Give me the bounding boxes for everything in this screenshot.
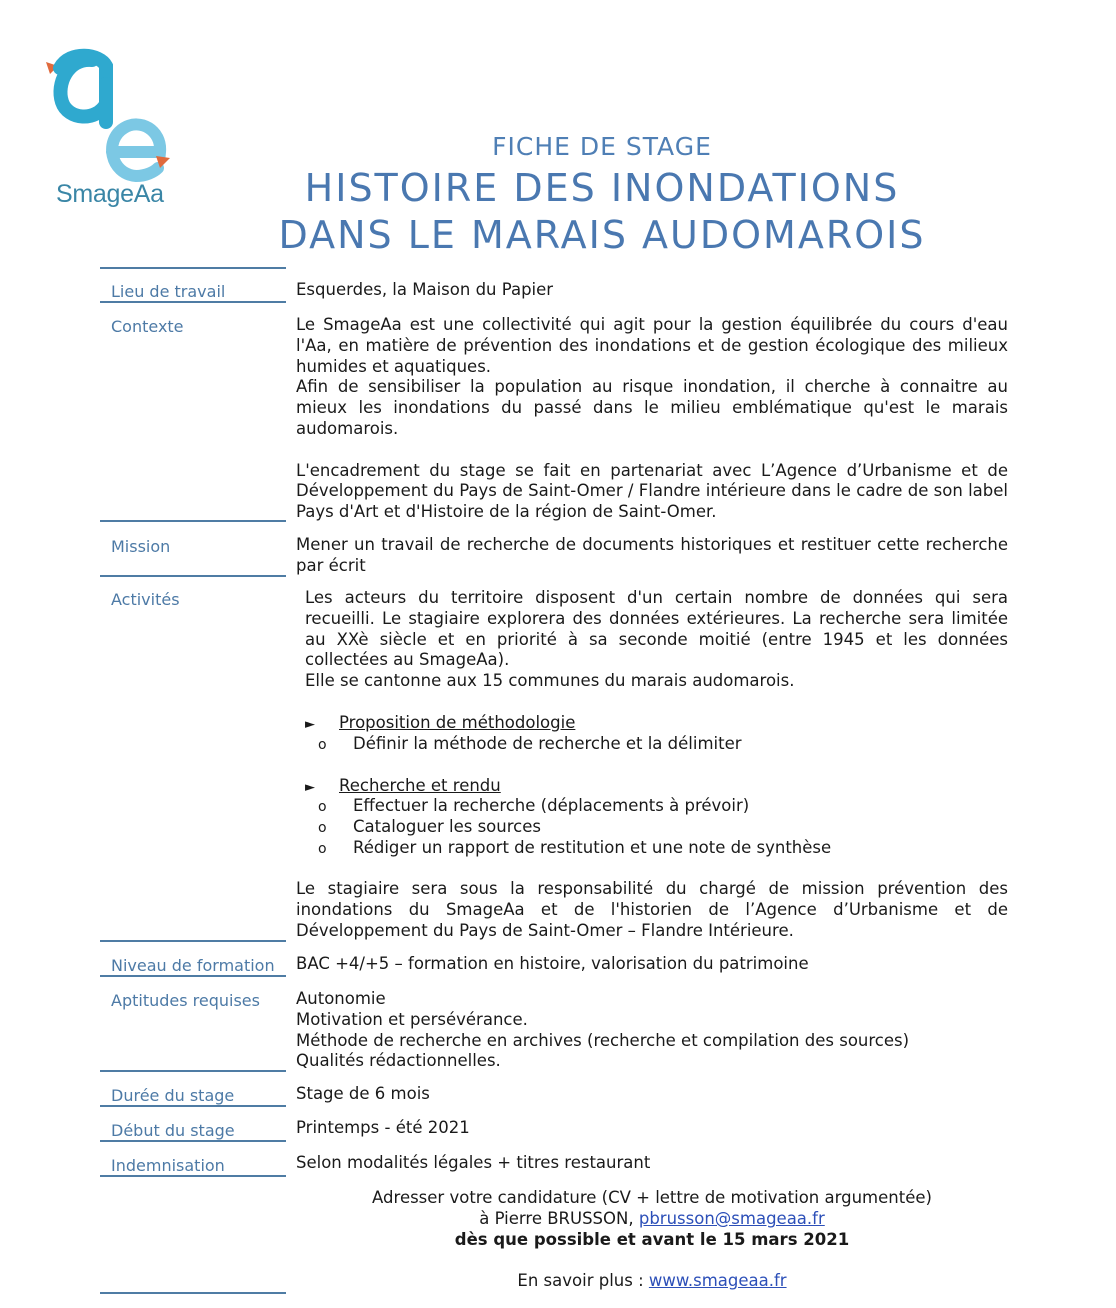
contexte-paragraph-3: L'encadrement du stage se fait en partenariat avec L’Agence d’Urbanisme et de Développement du Pays de Saint-Omer / Flandre intérieure dans le cadre de son label Pays d'Art et d'Histoire de la région de Saint-Omer. [296, 460, 1008, 522]
activites-paragraph-1: Les acteurs du territoire disposent d'un certain nombre de données qui sera recueilli. Le stagiaire explorera des données extérieures. La recherche sera limitée au XXè siècle et en priorité à sa seconde moitié (entre 1945 et les données collectées au SmageAa). [305, 588, 1008, 670]
contact-line: à Pierre BRUSSON, pbrusson@smageaa.fr [479, 1209, 825, 1228]
deadline: dès que possible et avant le 15 mars 2021 [454, 1230, 850, 1249]
value-lieu: Esquerdes, la Maison du Papier [296, 280, 554, 299]
circle-bullet-icon: o [318, 737, 327, 753]
aptitude-line: Méthode de recherche en archives (recherche et compilation des sources) [296, 1030, 910, 1050]
aptitude-line: Qualités rédactionnelles. [296, 1051, 501, 1071]
divider [100, 1070, 286, 1072]
list-item: o Cataloguer les sources [318, 817, 541, 836]
more-info-line: En savoir plus : www.smageaa.fr [517, 1271, 787, 1290]
list-item: o Définir la méthode de recherche et la délimiter [318, 734, 742, 753]
value-activites [305, 588, 1008, 692]
section-recherche: ► Recherche et rendu [305, 776, 501, 795]
email-link[interactable]: pbrusson@smageaa.fr [638, 1209, 825, 1228]
value-mission: Mener un travail de recherche de documents historiques et restituer cette recherche par écrit [296, 535, 1008, 575]
circle-bullet-icon: o [318, 799, 327, 815]
circle-bullet-icon: o [318, 841, 327, 857]
value-contexte [296, 315, 1008, 523]
list-item: o Rédiger un rapport de restitution et une note de synthèse [318, 838, 832, 857]
label-contexte: Contexte [111, 317, 184, 336]
divider [100, 940, 286, 942]
aptitude-line: Autonomie [296, 989, 386, 1008]
section-methodologie: ► Proposition de méthodologie [305, 713, 576, 732]
triangle-bullet-icon: ► [305, 780, 315, 795]
logo-wordmark: SmageAa [56, 180, 164, 208]
website-link[interactable]: www.smageaa.fr [648, 1271, 787, 1290]
aptitude-line: Motivation et persévérance. [296, 1009, 528, 1029]
label-activites: Activités [111, 590, 180, 609]
divider [100, 975, 286, 977]
label-lieu: Lieu de travail [111, 282, 226, 301]
contexte-paragraph-1: Le SmageAa est une collectivité qui agit pour la gestion équilibrée du cours d'eau l'Aa, en matière de prévention des inondations et de gestion écologique des milieux humides et aquatiques. [296, 315, 1008, 376]
triangle-bullet-icon: ► [305, 717, 315, 732]
label-indemnisation: Indemnisation [111, 1156, 225, 1175]
label-mission: Mission [111, 537, 171, 556]
title-line-1: HISTOIRE DES INONDATIONS [304, 166, 900, 210]
circle-bullet-icon: o [318, 820, 327, 836]
value-niveau: BAC +4/+5 – formation en histoire, valorisation du patrimoine [296, 954, 809, 973]
label-debut: Début du stage [111, 1121, 235, 1140]
document-kicker: FICHE DE STAGE [492, 132, 712, 161]
value-debut: Printemps - été 2021 [296, 1118, 470, 1137]
label-duree: Durée du stage [111, 1086, 235, 1105]
application-instructions: Adresser votre candidature (CV + lettre de motivation argumentée) [372, 1188, 932, 1207]
divider [100, 575, 286, 577]
title-line-2: DANS LE MARAIS AUDOMAROIS [278, 213, 926, 257]
value-aptitudes [296, 989, 1008, 1072]
activites-paragraph-3: Le stagiaire sera sous la responsabilité du chargé de mission prévention des inondations du SmageAa et de l'historien de l’Agence d’Urbanisme et de Développement du Pays de Saint-Omer – Flandre Intérieure. [296, 879, 1008, 940]
activites-paragraph-2: Elle se cantonne aux 15 communes du marais audomarois. [305, 671, 795, 691]
divider [100, 1292, 286, 1294]
list-item: o Effectuer la recherche (déplacements à prévoir) [318, 796, 750, 815]
divider [100, 301, 286, 303]
divider [100, 267, 286, 269]
divider [100, 520, 286, 522]
label-niveau: Niveau de formation [111, 956, 275, 975]
value-indemnisation: Selon modalités légales + titres restaurant [296, 1153, 651, 1172]
divider [100, 1140, 286, 1142]
divider [100, 1105, 286, 1107]
contexte-paragraph-2: Afin de sensibiliser la population au risque inondation, il cherche à connaitre au mieux les inondations du passé dans le milieu emblématique qu'est le marais audomarois. [296, 377, 1008, 438]
divider [100, 1175, 286, 1177]
label-aptitudes: Aptitudes requises [111, 991, 260, 1010]
value-duree: Stage de 6 mois [296, 1084, 430, 1103]
